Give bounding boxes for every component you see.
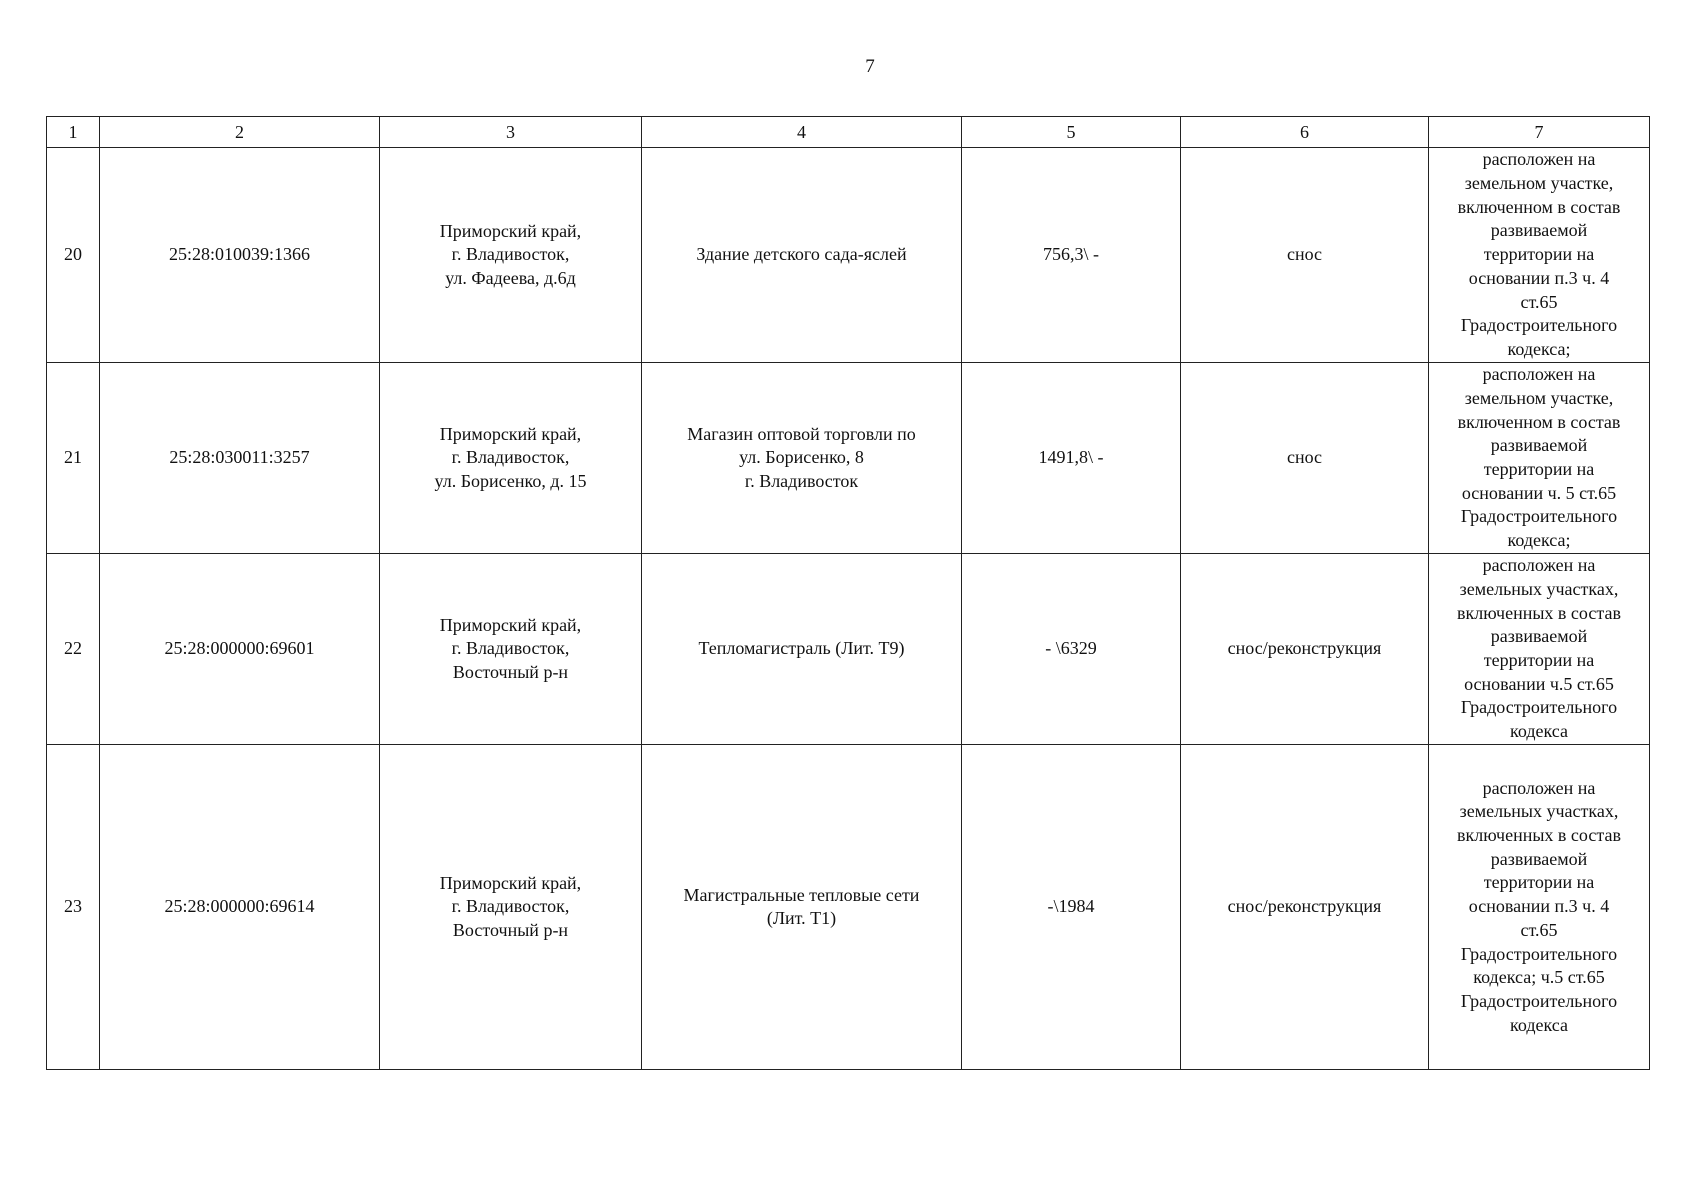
note-text: расположен на земельных участках, включенных в состав развиваемой территории на основании ч.5 ст.65 Градостроительного кодекса [1457,555,1621,742]
column-header: 3 [380,117,642,148]
address-cell [380,148,642,363]
table-row [47,148,1650,363]
note-cell [1429,554,1650,745]
row-number: 20 [47,148,100,363]
column-header: 5 [962,117,1181,148]
cadastral-number: 25:28:010039:1366 [100,148,380,363]
cadastral-number: 25:28:000000:69601 [100,554,380,745]
table-row [47,745,1650,1070]
object-name-text: Магистральные тепловые сети (Лит. Т1) [683,884,920,928]
address-cell [380,363,642,554]
note-cell [1429,148,1650,363]
note-cell [1429,745,1650,1070]
row-number: 21 [47,363,100,554]
note-text: расположен на земельном участке, включенном в состав развиваемой территории на основании ч. 5 ст.65 Градостроительного кодекса; [1457,364,1621,551]
address-text: Приморский край, г. Владивосток, Восточный р-н [439,872,582,940]
address-cell [380,745,642,1070]
area-cell: 1491,8\ - [962,363,1181,554]
table-row [47,554,1650,745]
cadastral-number: 25:28:000000:69614 [100,745,380,1070]
action-cell: снос [1181,363,1429,554]
table-header-row [47,117,1650,148]
action-cell: снос/реконструкция [1181,554,1429,745]
object-name-text: Тепломагистраль (Лит. Т9) [698,638,905,659]
action-cell: снос/реконструкция [1181,745,1429,1070]
object-name-cell [642,148,962,363]
object-name-cell [642,554,962,745]
cadastral-number: 25:28:030011:3257 [100,363,380,554]
row-number: 23 [47,745,100,1070]
note-text: расположен на земельном участке, включенном в состав развиваемой территории на основании п.3 ч. 4 ст.65 Градостроительного кодекса; [1457,149,1621,359]
area-cell: - \6329 [962,554,1181,745]
area-cell: 756,3\ - [962,148,1181,363]
action-cell: снос [1181,148,1429,363]
column-header: 7 [1429,117,1650,148]
object-name-text: Магазин оптовой торговли по ул. Борисенко, 8 г. Владивосток [687,423,916,491]
address-cell [380,554,642,745]
column-header: 4 [642,117,962,148]
object-name-cell [642,745,962,1070]
column-header: 2 [100,117,380,148]
address-text: Приморский край, г. Владивосток, ул. Фадеева, д.6д [439,220,582,288]
page-number: 7 [865,56,875,77]
column-header: 1 [47,117,100,148]
objects-table [46,116,1650,1070]
area-cell: -\1984 [962,745,1181,1070]
object-name-text: Здание детского сада-яслей [696,244,907,265]
row-number: 22 [47,554,100,745]
address-text: Приморский край, г. Владивосток, ул. Борисенко, д. 15 [434,423,587,491]
note-text: расположен на земельных участках, включенных в состав развиваемой территории на основании п.3 ч. 4 ст.65 Градостроительного кодекса; ч.5 ст.65 Градостроительного кодекса [1457,777,1621,1035]
address-text: Приморский край, г. Владивосток, Восточный р-н [439,614,582,682]
note-cell [1429,363,1650,554]
object-name-cell [642,363,962,554]
column-header: 6 [1181,117,1429,148]
table-row [47,363,1650,554]
